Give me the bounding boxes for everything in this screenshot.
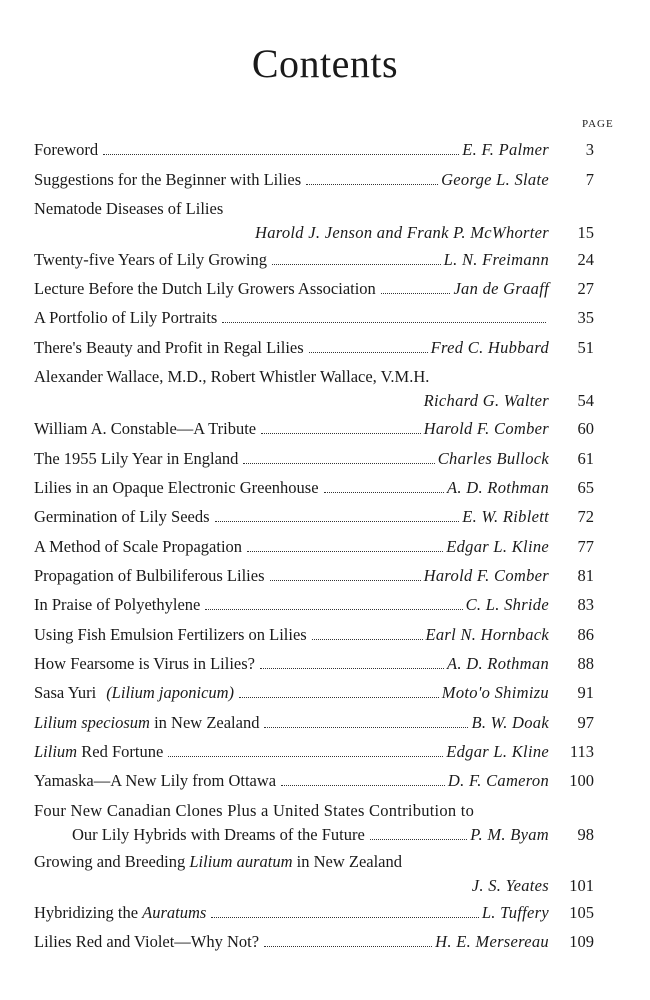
entry-page: 27 [577, 279, 594, 298]
entry-title: William A. Constable—A Tribute [34, 419, 257, 438]
toc-entry [34, 625, 594, 649]
entry-title: Nematode Diseases of Lilies [34, 199, 224, 218]
entry-author: H. E. Mersereau [435, 932, 549, 951]
entry-author: P. M. Byam [470, 825, 549, 844]
entry-page: 77 [577, 537, 594, 556]
toc-entry [34, 566, 594, 590]
page-title: Contents [251, 41, 399, 86]
entry-title-italic: Lilium speciosum [34, 713, 150, 732]
toc-entry [34, 250, 594, 274]
entry-title: Using Fish Emulsion Fertilizers on Lilies [34, 625, 307, 644]
entry-title-italic: Auratums [142, 903, 207, 922]
leader-dots [239, 697, 439, 698]
entry-page: 88 [577, 654, 594, 673]
toc-entry [34, 801, 594, 849]
entry-title: There's Beauty and Profit in Regal Lilies [34, 338, 304, 357]
entry-page: 54 [577, 391, 594, 410]
toc-entry [34, 683, 594, 707]
entry-title-continued: Our Lily Hybrids with Dreams of the Future [72, 825, 365, 844]
entry-title-italic: (Lilium japonicum) [106, 683, 235, 702]
leader-dots [103, 154, 459, 155]
leader-dots [270, 580, 421, 581]
entry-title-end: in New Zealand [292, 852, 402, 871]
leader-dots [260, 668, 444, 669]
entry-page: 113 [569, 742, 594, 761]
toc-entry [34, 170, 594, 194]
entry-title: The 1955 Lily Year in England [34, 449, 239, 468]
entry-title: Hybridizing the [34, 903, 143, 922]
leader-dots [205, 609, 462, 610]
toc-entry [34, 771, 594, 795]
entry-page: 3 [585, 140, 594, 159]
toc-entry [34, 338, 594, 362]
entry-author: Harold J. Jenson and Frank P. McWhorter [255, 223, 549, 242]
toc-entry [34, 595, 594, 619]
entry-page: 97 [577, 713, 594, 732]
leader-dots [247, 551, 443, 552]
entry-author: Edgar L. Kline [446, 537, 549, 556]
entry-title: in New Zealand [149, 713, 260, 732]
toc-entry [34, 932, 594, 956]
toc-entry [34, 419, 594, 443]
page-column-label: PAGE [582, 118, 614, 130]
entry-author: Charles Bullock [437, 449, 549, 468]
entry-title: Twenty-five Years of Lily Growing [34, 250, 268, 269]
entry-title: A Portfolio of Lily Portraits [34, 308, 218, 327]
entry-title: Germination of Lily Seeds [34, 507, 210, 526]
entry-page: 24 [577, 250, 594, 269]
leader-dots [215, 521, 460, 522]
leader-dots [309, 352, 428, 353]
toc-entry [34, 654, 594, 678]
entry-author: Earl N. Hornback [425, 625, 549, 644]
leader-dots [324, 492, 444, 493]
entry-page: 109 [569, 932, 594, 951]
entry-page: 91 [577, 683, 594, 702]
entry-page: 86 [577, 625, 594, 644]
entry-title: Suggestions for the Beginner with Lilies [34, 170, 302, 189]
leader-dots [272, 264, 441, 265]
leader-dots [312, 639, 423, 640]
leader-dots [168, 756, 443, 757]
leader-dots [264, 946, 432, 947]
leader-dots [264, 727, 468, 728]
entry-author: Moto'o Shimizu [441, 683, 549, 702]
leader-dots [381, 293, 451, 294]
entry-title: A Method of Scale Propagation [34, 537, 243, 556]
entry-author: Richard G. Walter [423, 391, 549, 410]
entry-title: Lilies in an Opaque Electronic Greenhouse [34, 478, 319, 497]
leader-dots [306, 184, 438, 185]
entry-author: George L. Slate [441, 170, 549, 189]
entry-author: J. S. Yeates [471, 876, 549, 895]
entry-page: 72 [577, 507, 594, 526]
entry-title: Alexander Wallace, M.D., Robert Whistler Wallace, V.M.H. [34, 367, 430, 386]
entry-page: 65 [577, 478, 594, 497]
entry-title: Red Fortune [77, 742, 164, 761]
toc-entry [34, 852, 594, 900]
entry-author: A. D. Rothman [447, 478, 549, 497]
entry-page: 100 [569, 771, 594, 790]
entry-page: 81 [577, 566, 594, 585]
toc-entry [34, 279, 594, 303]
leader-dots [243, 463, 434, 464]
leader-dots [281, 785, 445, 786]
toc-entry [34, 903, 594, 927]
toc-entry [34, 742, 594, 766]
entry-author: L. Tuffery [481, 903, 549, 922]
entry-author: Harold F. Comber [423, 566, 549, 585]
entry-page: 15 [577, 223, 594, 242]
toc-entry [34, 478, 594, 502]
entry-page: 101 [569, 876, 594, 895]
toc-entry [34, 713, 594, 737]
entry-author: Jan de Graaff [453, 279, 549, 298]
entry-title-italic: Lilium auratum [189, 852, 293, 871]
entry-author: B. W. Doak [471, 713, 549, 732]
entry-title-italic: Lilium [34, 742, 78, 761]
toc-entry [34, 140, 594, 164]
entry-author: Fred C. Hubbard [430, 338, 549, 357]
leader-dots [261, 433, 421, 434]
toc-entry [34, 367, 594, 415]
entry-author: A. D. Rothman [447, 654, 549, 673]
entry-author: C. L. Shride [465, 595, 549, 614]
leader-dots [222, 322, 546, 323]
entry-page: 98 [577, 825, 594, 844]
entry-title: Lilies Red and Violet—Why Not? [34, 932, 260, 951]
entry-author: Harold F. Comber [423, 419, 549, 438]
entry-title: Growing and Breeding [34, 852, 190, 871]
leader-dots [370, 839, 467, 840]
entry-title: In Praise of Polyethylene [34, 595, 201, 614]
entry-page: 51 [577, 338, 594, 357]
entry-author: E. W. Riblett [462, 507, 549, 526]
toc-entry [34, 507, 594, 531]
entry-title: Foreword [34, 140, 99, 159]
entry-title: Four New Canadian Clones Plus a United States Contribution to [34, 801, 475, 820]
entry-page: 83 [577, 595, 594, 614]
leader-dots [211, 917, 478, 918]
entry-title: Yamaska—A New Lily from Ottawa [34, 771, 277, 790]
entry-author: E. F. Palmer [462, 140, 549, 159]
toc-entry [34, 449, 594, 473]
toc-entry [34, 537, 594, 561]
entry-author: Edgar L. Kline [446, 742, 549, 761]
entry-page: 60 [577, 419, 594, 438]
entry-title: How Fearsome is Virus in Lilies? [34, 654, 255, 673]
toc-entry [34, 308, 594, 332]
entry-page: 7 [585, 170, 594, 189]
entry-page: 61 [577, 449, 594, 468]
toc-entry [34, 199, 594, 247]
entry-author: L. N. Freimann [443, 250, 549, 269]
entry-title: Lecture Before the Dutch Lily Growers Association [34, 279, 376, 298]
entry-page: 105 [569, 903, 594, 922]
entry-author: D. F. Cameron [447, 771, 549, 790]
entry-title: Propagation of Bulbiliferous Lilies [34, 566, 265, 585]
entry-title: Sasa Yuri [34, 683, 97, 702]
entry-page: 35 [577, 308, 594, 327]
